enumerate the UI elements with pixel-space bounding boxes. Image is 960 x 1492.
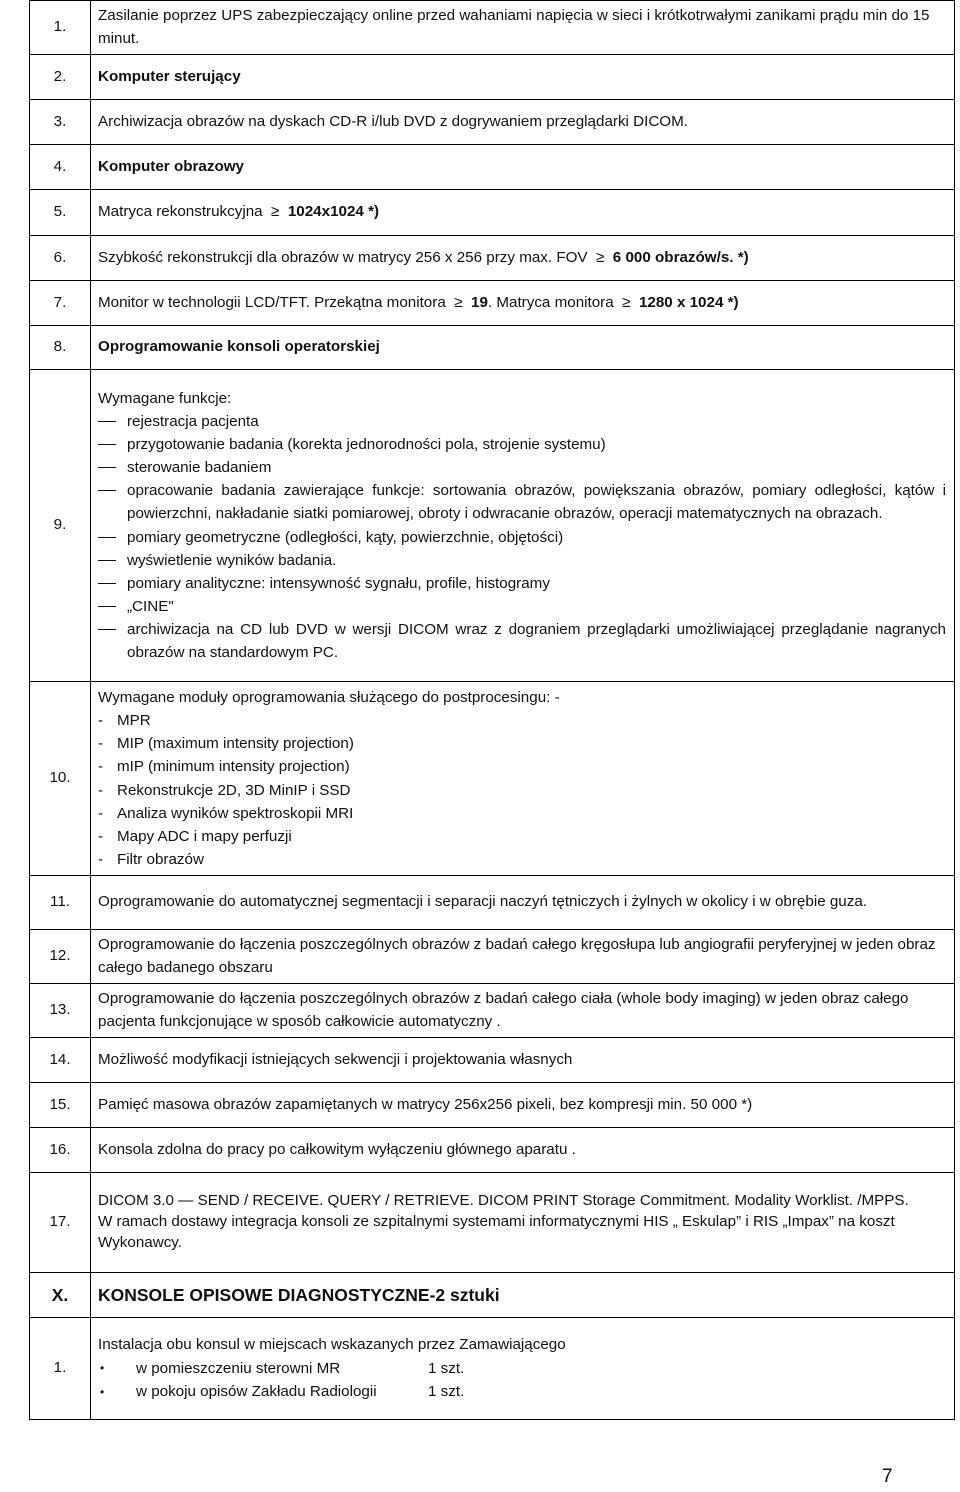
- row-text: Komputer obrazowy: [91, 145, 955, 190]
- table-row: [30, 1083, 955, 1128]
- row-text: Oprogramowanie do automatycznej segmentacji i separacji naczyń tętniczych i żylnych w okolicy i w obrębie guza.: [91, 876, 955, 930]
- row-number: 1.: [30, 1, 91, 55]
- row-number: 2.: [30, 55, 91, 100]
- installation-heading: Instalacja obu konsul w miejscach wskazanych przez Zamawiającego: [98, 1336, 566, 1354]
- row-value: 1024x1024 *): [287, 203, 380, 221]
- list-item: [98, 709, 946, 732]
- row-number: 16.: [30, 1128, 91, 1173]
- dicom-line: DICOM 3.0 — SEND / RECEIVE. QUERY / RETRIEVE. DICOM PRINT Storage Commitment. Modality Worklist. /MPPS.: [98, 1192, 909, 1210]
- modules-heading: Wymagane moduły oprogramowania służącego do postprocesingu: -: [98, 689, 560, 707]
- dash-bullet: -: [98, 827, 104, 845]
- table-row: [30, 984, 955, 1038]
- bullet-icon: •: [100, 1361, 105, 1376]
- row-text: Archiwizacja obrazów na dyskach CD-R i/lub DVD z dogrywaniem przeglądarki DICOM.: [91, 100, 955, 145]
- table-row: [30, 1173, 955, 1273]
- dash-bullet: -: [98, 804, 104, 822]
- row-number: 10.: [30, 682, 91, 876]
- row-text-part: Monitor w technologii LCD/TFT. Przekątna monitora: [98, 293, 446, 311]
- section-header-row: [30, 1273, 955, 1318]
- row-content: [91, 682, 955, 876]
- table-row: [30, 1, 955, 55]
- row-number: 14.: [30, 1038, 91, 1083]
- functions-list: [98, 410, 946, 664]
- dash-bullet: -: [98, 781, 104, 799]
- location-text: w pokoju opisów Zakładu Radiologii: [136, 1383, 377, 1401]
- list-item-text: Filtr obrazów: [117, 850, 204, 868]
- dash-bullet: -: [98, 758, 104, 776]
- row-number: 5.: [30, 190, 91, 236]
- row-text: Oprogramowanie do łączenia poszczególnych obrazów z badań całego ciała (whole body imaging) w jeden obraz całego pacjenta funkcjonujące w sposób całkowicie automatyczny .: [91, 984, 955, 1038]
- row-number: 17.: [30, 1173, 91, 1273]
- list-item: pomiary geometryczne (odległości, kąty, powierzchnie, objętości): [98, 526, 946, 549]
- table-row: [30, 236, 955, 281]
- row-number: 6.: [30, 236, 91, 281]
- greater-equal-symbol: ≥: [271, 203, 280, 221]
- list-item: [98, 779, 946, 802]
- table-row: [30, 100, 955, 145]
- functions-heading: Wymagane funkcje:: [98, 389, 232, 407]
- modules-list: [98, 709, 946, 871]
- row-content: [91, 1318, 955, 1420]
- row-text: Pamięć masowa obrazów zapamiętanych w matrycy 256x256 pixeli, bez kompresji min. 50 000 *): [91, 1083, 955, 1128]
- row-content: [91, 1173, 955, 1273]
- row-text: [91, 281, 955, 326]
- dash-bullet: -: [98, 735, 104, 753]
- list-item: [98, 848, 946, 871]
- row-number: 3.: [30, 100, 91, 145]
- dash-bullet: -: [98, 850, 104, 868]
- table-row: [30, 370, 955, 682]
- row-text: Komputer sterujący: [91, 55, 955, 100]
- row-text: [91, 236, 955, 281]
- row-text: Możliwość modyfikacji istniejących sekwencji i projektowania własnych: [91, 1038, 955, 1083]
- greater-equal-symbol: ≥: [454, 293, 463, 311]
- row-text: Oprogramowanie konsoli operatorskiej: [91, 326, 955, 370]
- list-item-text: Mapy ADC i mapy perfuzji: [117, 827, 292, 845]
- row-text-part: . Matryca monitora: [487, 293, 614, 311]
- row-text: Zasilanie poprzez UPS zabezpieczający online przed wahaniami napięcia w sieci i krótkotrwałymi zanikami prądu min do 15 minut.: [91, 1, 955, 55]
- list-item: opracowanie badania zawierające funkcje: sortowania obrazów, powiększania obrazów, pomiary odległości, kątów i powierzchni, nakładanie siatki pomiarowej, obroty i odwracanie obrazów, operacji matematycznych na obrazach.: [98, 479, 946, 525]
- list-item: archiwizacja na CD lub DVD w wersji DICOM wraz z dograniem przeglądarki umożliwiającej przeglądanie nagranych obrazów na standardowym PC.: [98, 618, 946, 664]
- section-title: KONSOLE OPISOWE DIAGNOSTYCZNE-2 sztuki: [91, 1273, 955, 1318]
- row-number: 15.: [30, 1083, 91, 1128]
- table-row: [30, 1318, 955, 1420]
- bullet-icon: •: [100, 1384, 105, 1399]
- row-value: 6 000 obrazów/s. *): [612, 248, 749, 266]
- list-item: rejestracja pacjenta: [98, 410, 946, 433]
- row-number: 1.: [30, 1318, 91, 1420]
- table-row: [30, 930, 955, 984]
- row-number: 13.: [30, 984, 91, 1038]
- list-item: [98, 802, 946, 825]
- list-item: przygotowanie badania (korekta jednorodności pola, strojenie systemu): [98, 433, 946, 456]
- list-item: [98, 755, 946, 778]
- row-number: 7.: [30, 281, 91, 326]
- table-row: [30, 682, 955, 876]
- list-item-text: MIP (maximum intensity projection): [117, 735, 354, 753]
- row-value: 1280 x 1024 *): [638, 293, 739, 311]
- table-row: [30, 55, 955, 100]
- row-number: 12.: [30, 930, 91, 984]
- list-item: [98, 1380, 946, 1404]
- row-text-part: Szybkość rekonstrukcji dla obrazów w matrycy 256 x 256 przy max. FOV: [98, 248, 588, 266]
- integration-line: W ramach dostawy integracja konsoli ze szpitalnymi systemami informatycznymi HIS „ Eskulap” i RIS „Impax” na koszt Wykonawcy.: [98, 1213, 895, 1251]
- list-item: [98, 825, 946, 848]
- list-item: wyświetlenie wyników badania.: [98, 549, 946, 572]
- table-row: [30, 145, 955, 190]
- list-item: „CINE": [98, 595, 946, 618]
- table-row: [30, 876, 955, 930]
- list-item: pomiary analityczne: intensywność sygnału, profile, histogramy: [98, 572, 946, 595]
- row-text: [91, 190, 955, 236]
- dash-bullet: -: [98, 712, 104, 730]
- row-text: Oprogramowanie do łączenia poszczególnych obrazów z badań całego kręgosłupa lub angiografii peryferyjnej w jeden obraz całego badanego obszaru: [91, 930, 955, 984]
- table-row: [30, 326, 955, 370]
- row-text-part: Matryca rekonstrukcyjna: [98, 203, 263, 221]
- page-number: 7: [882, 1466, 893, 1487]
- row-number: 11.: [30, 876, 91, 930]
- installation-list: [98, 1357, 946, 1404]
- list-item-text: Analiza wyników spektroskopii MRI: [117, 804, 354, 822]
- greater-equal-symbol: ≥: [622, 293, 631, 311]
- table-row: [30, 281, 955, 326]
- table-row: [30, 1038, 955, 1083]
- row-content: [91, 370, 955, 682]
- greater-equal-symbol: ≥: [596, 248, 605, 266]
- list-item-text: Rekonstrukcje 2D, 3D MinIP i SSD: [117, 781, 351, 799]
- quantity-text: 1 szt.: [428, 1383, 465, 1401]
- row-number: 9.: [30, 370, 91, 682]
- row-value: 19: [471, 293, 488, 311]
- list-item: sterowanie badaniem: [98, 456, 946, 479]
- list-item: [98, 732, 946, 755]
- row-text: Konsola zdolna do pracy po całkowitym wyłączeniu głównego aparatu .: [91, 1128, 955, 1173]
- list-item-text: mIP (minimum intensity projection): [117, 758, 350, 776]
- specification-table: [29, 0, 955, 1420]
- list-item-text: MPR: [117, 712, 151, 730]
- quantity-text: 1 szt.: [428, 1359, 465, 1377]
- section-number: X.: [30, 1273, 91, 1318]
- list-item: [98, 1357, 946, 1381]
- row-number: 8.: [30, 326, 91, 370]
- table-row: [30, 1128, 955, 1173]
- row-number: 4.: [30, 145, 91, 190]
- location-text: w pomieszczeniu sterowni MR: [136, 1359, 341, 1377]
- table-row: [30, 190, 955, 236]
